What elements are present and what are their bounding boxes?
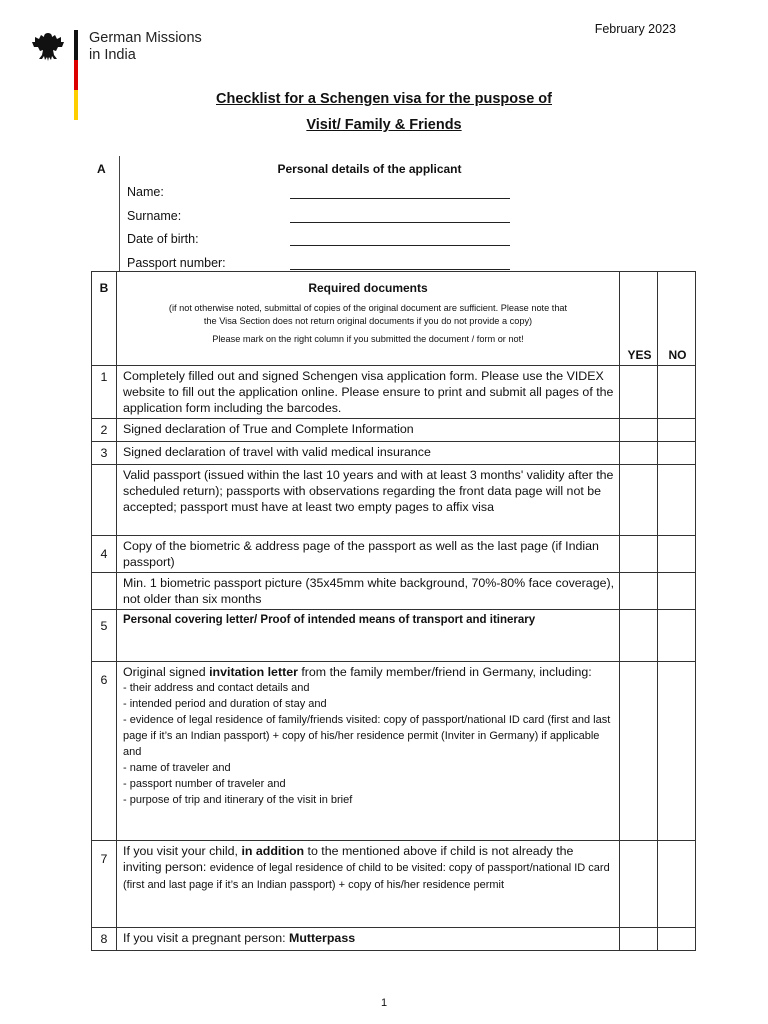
yes-checkbox-cell[interactable] xyxy=(620,366,658,419)
logo-text xyxy=(89,30,202,64)
checklist-row xyxy=(92,928,696,951)
no-column-header: NO xyxy=(658,272,696,366)
checklist-row xyxy=(92,419,696,442)
item-text: Personal covering letter/ Proof of intended means of transport and itinerary xyxy=(117,610,620,662)
document-title xyxy=(0,86,768,138)
federal-eagle-icon xyxy=(30,30,66,66)
no-checkbox-cell[interactable] xyxy=(658,573,696,610)
section-b-note-line-2: the Visa Section does not return original documents if you do not provide a copy) xyxy=(203,316,533,326)
no-checkbox-cell[interactable] xyxy=(658,928,696,951)
yes-checkbox-cell[interactable] xyxy=(620,928,658,951)
documents-table xyxy=(91,271,696,951)
title-line-1: Checklist for a Schengen visa for the puspose of xyxy=(216,91,552,107)
checklist-row xyxy=(92,662,696,841)
no-checkbox-cell[interactable] xyxy=(658,536,696,573)
item-text: Min. 1 biometric passport picture (35x45mm white background, 70%-80% face coverage), not older than six months xyxy=(117,573,620,610)
document-date: February 2023 xyxy=(594,22,676,36)
yes-checkbox-cell[interactable] xyxy=(620,442,658,465)
section-a-heading: Personal details of the applicant xyxy=(277,162,462,176)
invitation-bullet: - passport number of traveler and xyxy=(123,778,286,790)
name-blank-line[interactable] xyxy=(290,185,510,199)
name-label: Name: xyxy=(127,185,164,199)
item-number xyxy=(92,573,117,610)
section-b-note xyxy=(121,302,615,328)
logo-line-1: German Missions xyxy=(89,30,202,46)
item-number: 4 xyxy=(92,536,117,573)
item-number: 8 xyxy=(92,928,117,951)
invitation-intro-after: from the family member/friend in Germany, including: xyxy=(297,665,592,679)
item-number: 3 xyxy=(92,442,117,465)
item-number: 7 xyxy=(92,841,117,928)
section-b-mark-instruction: Please mark on the right column if you submitted the document / form or not! xyxy=(212,334,524,344)
item-text: Valid passport (issued within the last 10 years and with at least 3 months' validity after the scheduled return); passports with observations regarding the front data page will not be accepted; passport must have at least two empty pages to affix visa xyxy=(117,465,620,536)
checklist-row xyxy=(92,442,696,465)
invitation-bullet: - purpose of trip and itinerary of the visit in brief xyxy=(123,794,353,806)
passport-number-label: Passport number: xyxy=(127,256,226,270)
section-a-letter: A xyxy=(97,162,106,176)
yes-checkbox-cell[interactable] xyxy=(620,465,658,536)
checklist-row xyxy=(92,841,696,928)
surname-blank-line[interactable] xyxy=(290,209,510,223)
child-visit-details: evidence of legal residence of child to be visited: copy of passport/national ID card (first and last page if it’s an Indian passport) + copy of his/her residence permit xyxy=(123,862,610,891)
title-line-2: Visit/ Family & Friends xyxy=(306,117,462,133)
invitation-bullet: - name of traveler and xyxy=(123,762,231,774)
item-number: 6 xyxy=(92,662,117,841)
checklist-row xyxy=(92,536,696,573)
item-number xyxy=(92,465,117,536)
invitation-intro xyxy=(123,664,615,680)
checklist-row xyxy=(92,366,696,419)
item-text xyxy=(117,662,620,841)
checklist-row xyxy=(92,465,696,536)
surname-label: Surname: xyxy=(127,209,182,223)
item-text xyxy=(117,841,620,928)
item-number: 5 xyxy=(92,610,117,662)
item-number: 2 xyxy=(92,419,117,442)
item-text xyxy=(117,928,620,951)
child-visit-before: If you visit your child, xyxy=(123,844,242,858)
item-number: 1 xyxy=(92,366,117,419)
invitation-bullet: - evidence of legal residence of family/friends visited: copy of passport/national ID card (first and last page if it’s an Indian passport) + copy of his/her residence permit (Inviter in Germany) if applicable and xyxy=(123,714,611,758)
yes-column-header: YES xyxy=(620,272,658,366)
invitation-bullet: - their address and contact details and xyxy=(123,682,310,694)
yes-checkbox-cell[interactable] xyxy=(620,419,658,442)
section-b-header xyxy=(117,272,620,366)
yes-checkbox-cell[interactable] xyxy=(620,610,658,662)
section-b-letter: B xyxy=(92,272,117,366)
yes-checkbox-cell[interactable] xyxy=(620,841,658,928)
yes-checkbox-cell[interactable] xyxy=(620,662,658,841)
item-text: Completely filled out and signed Schengen visa application form. Please use the VIDEX website to fill out the application online. Please ensure to print and submit all pages of the application form including the barcodes. xyxy=(117,366,620,419)
section-a-personal-details xyxy=(91,156,695,271)
yes-checkbox-cell[interactable] xyxy=(620,573,658,610)
no-checkbox-cell[interactable] xyxy=(658,610,696,662)
no-checkbox-cell[interactable] xyxy=(658,419,696,442)
no-checkbox-cell[interactable] xyxy=(658,841,696,928)
section-b-heading: Required documents xyxy=(308,281,428,295)
date-of-birth-label: Date of birth: xyxy=(127,232,199,246)
no-checkbox-cell[interactable] xyxy=(658,662,696,841)
in-addition-bold: in addition xyxy=(241,844,305,858)
item-text: Signed declaration of travel with valid medical insurance xyxy=(117,442,620,465)
section-b-header-row xyxy=(92,272,696,366)
invitation-intro-before: Original signed xyxy=(123,665,210,679)
date-of-birth-blank-line[interactable] xyxy=(290,232,510,246)
section-b-required-documents xyxy=(91,271,695,951)
pregnant-visit-before: If you visit a pregnant person: xyxy=(123,931,289,945)
item-text: Copy of the biometric & address page of the passport as well as the last page (if Indian passport) xyxy=(117,536,620,573)
no-checkbox-cell[interactable] xyxy=(658,465,696,536)
logo-line-2: in India xyxy=(89,47,136,63)
no-checkbox-cell[interactable] xyxy=(658,366,696,419)
checklist-row xyxy=(92,573,696,610)
checklist-row xyxy=(92,610,696,662)
page-number: 1 xyxy=(380,997,388,1009)
passport-number-blank-line[interactable] xyxy=(290,256,510,270)
section-b-note-line-1: (if not otherwise noted, submittal of copies of the original document are sufficient. Please note that xyxy=(168,303,568,313)
item-text: Signed declaration of True and Complete Information xyxy=(117,419,620,442)
child-visit-after: to the mentioned above if child is not already the inviting person: xyxy=(123,844,574,874)
invitation-bullet: - intended period and duration of stay and xyxy=(123,698,327,710)
yes-checkbox-cell[interactable] xyxy=(620,536,658,573)
invitation-letter-bold: invitation letter xyxy=(209,665,298,679)
no-checkbox-cell[interactable] xyxy=(658,442,696,465)
mutterpass-bold: Mutterpass xyxy=(289,931,356,945)
